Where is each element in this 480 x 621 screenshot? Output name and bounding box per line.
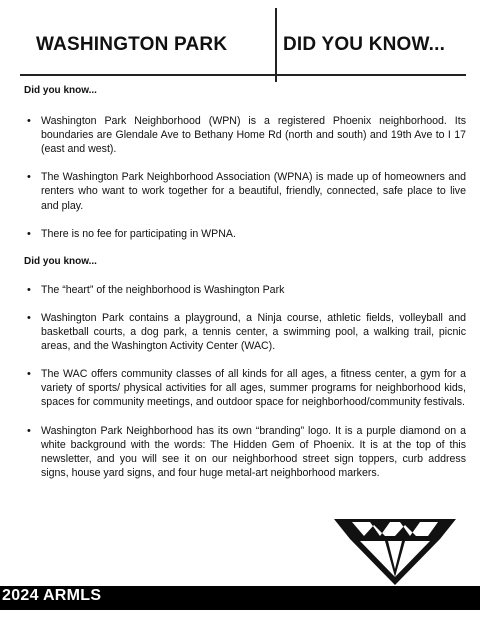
list-item: • Washington Park Neighborhood (WPN) is a registered Phoenix neighborhood. Its boundaries are Glendale Ave to Bethany Home Rd (north and south) and 19th Ave to I 17 (east and west).	[24, 114, 466, 156]
document-body	[24, 84, 466, 494]
list-item: • The Washington Park Neighborhood Association (WPNA) is made up of homeowners and renters who want to work together for a beautiful, friendly, connected, safe place to live and play.	[24, 170, 466, 212]
watermark-text: 2024 ARMLS	[2, 587, 102, 604]
header-left	[0, 0, 276, 82]
diamond-logo-icon	[330, 517, 460, 587]
header-divider-horizontal	[20, 74, 466, 76]
header-title-washington-park: WASHINGTON PARK	[36, 34, 228, 55]
header-title-did-you-know: DID YOU KNOW...	[283, 34, 446, 55]
section2-list	[24, 283, 466, 480]
section2-heading: Did you know...	[24, 255, 97, 267]
list-item: • The WAC offers community classes of all kinds for all ages, a fitness center, a gym for a variety of sports/ physical activities for all ages, summer programs for neighborhood kids, spaces for community meetings, and outdoor space for neighborhood/community festivals.	[24, 367, 466, 409]
section1-heading: Did you know...	[24, 85, 97, 96]
list-item: • There is no fee for participating in WPNA.	[24, 227, 466, 241]
header-right	[276, 0, 480, 82]
list-item: • The “heart” of the neighborhood is Washington Park	[24, 283, 466, 297]
list-item: • Washington Park contains a playground, a Ninja course, athletic fields, volleyball and basketball courts, a dog park, a tennis center, a swimming pool, a walking trail, picnic areas, and the Washington Activity Center (WAC).	[24, 311, 466, 353]
section1-list	[24, 114, 466, 241]
list-item: • Washington Park Neighborhood has its own “branding” logo. It is a purple diamond on a white background with the words: The Hidden Gem of Phoenix. It is at the top of this newsletter, and you will see it on our neighborhood street sign toppers, curb address signs, house yard signs, and four huge metal-art neighborhood markers.	[24, 424, 466, 480]
